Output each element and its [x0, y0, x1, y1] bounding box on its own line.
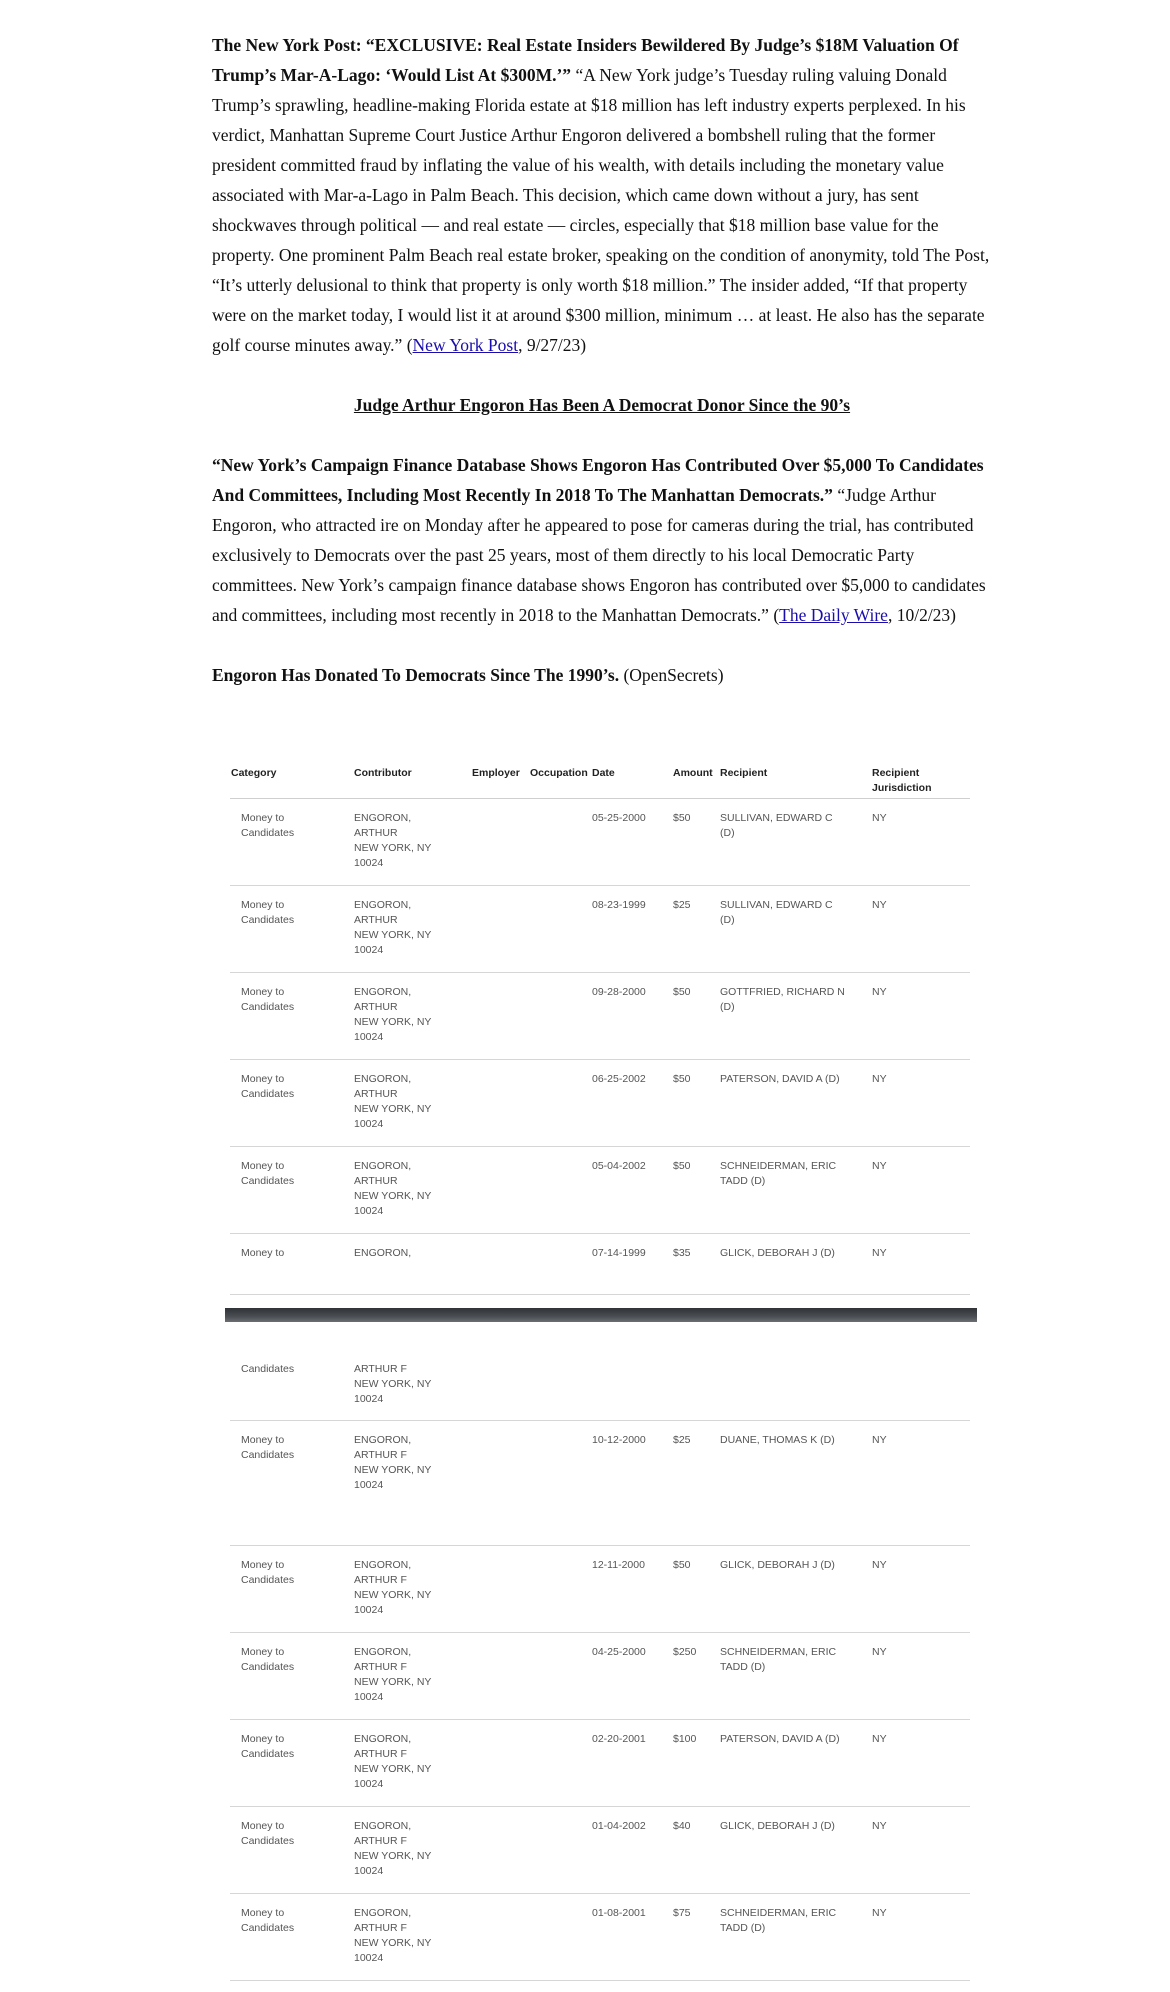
amount-cell: $25 — [673, 899, 691, 911]
contributor-cell — [354, 1362, 464, 1407]
contributor-line: NEW YORK, NY — [354, 1190, 432, 1202]
jurisdiction-cell: NY — [872, 812, 887, 824]
date-cell: 10-12-2000 — [592, 1434, 646, 1446]
contributor-line: NEW YORK, NY — [354, 929, 432, 941]
contributor-line: 10024 — [354, 1118, 384, 1130]
contributor-line: 10024 — [354, 1479, 384, 1491]
contributor-line: NEW YORK, NY — [354, 1464, 432, 1476]
jurisdiction-cell: NY — [872, 1646, 887, 1658]
amount-cell: $25 — [673, 1434, 691, 1446]
section-heading: Judge Arthur Engoron Has Been A Democrat Donor Since the 90’s — [353, 395, 851, 415]
date-cell: 04-25-2000 — [592, 1646, 646, 1658]
contributor-line: NEW YORK, NY — [354, 1103, 432, 1115]
category-cell: Money to Candidates — [241, 1820, 295, 1847]
contributor-cell — [354, 1246, 464, 1261]
recipient-cell: SCHNEIDERMAN, ERIC TADD (D) — [720, 1907, 837, 1934]
date-cell: 12-11-2000 — [592, 1559, 645, 1571]
recipient-cell: GLICK, DEBORAH J (D) — [720, 1559, 835, 1571]
jurisdiction-cell: NY — [872, 1907, 887, 1919]
contributor-cell — [354, 811, 464, 871]
headline-opensecrets: Engoron Has Donated To Democrats Since The 1990’s. — [212, 665, 620, 685]
amount-cell: $40 — [673, 1820, 691, 1832]
contributor-line: 10024 — [354, 1691, 384, 1703]
screenshot-divider — [225, 1308, 977, 1322]
contributions-table-part-2 — [230, 1350, 970, 1981]
contributor-line: NEW YORK, NY — [354, 1589, 432, 1601]
contributor-line: ARTHUR — [354, 1001, 398, 1013]
contributor-line: ENGORON, — [354, 1559, 412, 1571]
jurisdiction-cell: NY — [872, 986, 887, 998]
quote-ny-post: “A New York judge’s Tuesday ruling valuing Donald Trump’s sprawling, headline-making Florida estate at $18 million has left industry experts perplexed. In his verdict, Manhattan Supreme Court Justice Arthur Engoron delivered a bombshell ruling that the former president committed fraud by inflating the value of his wealth, with details including the monetary value associated with Mar-a-Lago in Palm Beach. This decision, which came down without a jury, has sent shockwaves through political — and real estate — circles, especially that $18 million base value for the property. One prominent Palm Beach real estate broker, speaking on the condition of anonymity, told The Post, “It’s utterly delusional to think that property is only worth $18 million.” The insider added, “If that property were on the market today, I would list it at around $300 million, minimum … at least. He also has the separate golf course minutes away.” ( — [212, 65, 990, 355]
amount-cell: $50 — [673, 1160, 691, 1172]
contributor-line: ARTHUR — [354, 827, 398, 839]
citation-daily-wire: , 10/2/23) — [887, 605, 957, 625]
table-row — [230, 1234, 970, 1295]
table-row — [230, 1147, 970, 1234]
contributor-cell — [354, 1558, 464, 1618]
contributor-line: ENGORON, — [354, 899, 412, 911]
contributor-line: ARTHUR F — [354, 1363, 407, 1375]
date-cell: 06-25-2002 — [592, 1073, 646, 1085]
contributor-cell — [354, 1732, 464, 1792]
contributions-table-part-1 — [230, 760, 970, 1295]
source-opensecrets: (OpenSecrets) — [619, 665, 724, 685]
paragraph-opensecrets — [212, 660, 992, 690]
amount-cell: $50 — [673, 1559, 691, 1571]
table-row — [230, 1060, 970, 1147]
amount-cell: $75 — [673, 1907, 691, 1919]
date-cell: 07-14-1999 — [592, 1247, 646, 1259]
contributor-line: 10024 — [354, 1604, 384, 1616]
contributor-line: ARTHUR F — [354, 1835, 407, 1847]
date-cell: 01-08-2001 — [592, 1907, 646, 1919]
contributor-line: ARTHUR — [354, 914, 398, 926]
contributor-line: ARTHUR F — [354, 1574, 407, 1586]
jurisdiction-cell: NY — [872, 1820, 887, 1832]
header-date: Date — [592, 767, 615, 779]
amount-cell: $100 — [673, 1733, 697, 1745]
table-row — [230, 1807, 970, 1894]
contributor-cell — [354, 1819, 464, 1879]
contributor-line: ENGORON, — [354, 1820, 412, 1832]
contributor-cell — [354, 1072, 464, 1132]
contributor-line: ENGORON, — [354, 812, 412, 824]
contributor-line: NEW YORK, NY — [354, 1016, 432, 1028]
header-employer: Employer — [472, 767, 520, 779]
contributor-line: ARTHUR F — [354, 1449, 407, 1461]
contributor-line: NEW YORK, NY — [354, 1937, 432, 1949]
amount-cell: $250 — [673, 1646, 697, 1658]
contributor-line: NEW YORK, NY — [354, 1378, 432, 1390]
contributor-line: NEW YORK, NY — [354, 1850, 432, 1862]
category-cell: Money to Candidates — [241, 1646, 295, 1673]
headline-daily-wire: “New York’s Campaign Finance Database Shows Engoron Has Contributed Over $5,000 To Candidates And Committees, Including Most Recently In 2018 To The Manhattan Democrats.” — [212, 455, 984, 505]
category-cell: Money to Candidates — [241, 1907, 295, 1934]
date-cell: 01-04-2002 — [592, 1820, 646, 1832]
jurisdiction-cell: NY — [872, 1073, 887, 1085]
table-row — [230, 799, 970, 886]
table-row — [230, 886, 970, 973]
recipient-cell: GLICK, DEBORAH J (D) — [720, 1820, 835, 1832]
recipient-cell: DUANE, THOMAS K (D) — [720, 1434, 835, 1446]
contributor-line: 10024 — [354, 1393, 384, 1405]
contributor-line: ENGORON, — [354, 1907, 412, 1919]
contributor-line: ENGORON, — [354, 1646, 412, 1658]
jurisdiction-cell: NY — [872, 1160, 887, 1172]
paragraph-ny-post — [212, 30, 992, 360]
headline-ny-post: The New York Post: “EXCLUSIVE: Real Estate Insiders Bewildered By Judge’s $18M Valuation Of Trump’s Mar-A-Lago: ‘Would List At $300M.’” — [212, 35, 959, 85]
date-cell: 05-04-2002 — [592, 1160, 646, 1172]
table-body-part-2 — [230, 1350, 970, 1981]
amount-cell: $50 — [673, 1073, 691, 1085]
contributor-line: ENGORON, — [354, 1160, 412, 1172]
contributor-line: ENGORON, — [354, 1247, 412, 1259]
recipient-cell: SCHNEIDERMAN, ERIC TADD (D) — [720, 1160, 837, 1187]
amount-cell: $35 — [673, 1247, 691, 1259]
contributor-line: 10024 — [354, 1952, 384, 1964]
contributor-line: 10024 — [354, 857, 384, 869]
table-row — [230, 1720, 970, 1807]
recipient-cell: GLICK, DEBORAH J (D) — [720, 1247, 835, 1259]
contributor-line: ARTHUR F — [354, 1922, 407, 1934]
contributor-line: ARTHUR F — [354, 1748, 407, 1760]
jurisdiction-cell: NY — [872, 1733, 887, 1745]
header-contributor: Contributor — [354, 767, 412, 779]
contributor-line: NEW YORK, NY — [354, 1676, 432, 1688]
category-cell: Money to Candidates — [241, 986, 295, 1013]
table-row — [230, 973, 970, 1060]
table-row — [230, 1546, 970, 1633]
recipient-cell: PATERSON, DAVID A (D) — [720, 1733, 840, 1745]
contributor-line: ENGORON, — [354, 986, 412, 998]
contributor-cell — [354, 898, 464, 958]
header-amount: Amount — [673, 767, 713, 779]
contributor-cell — [354, 1645, 464, 1705]
category-cell: Candidates — [241, 1363, 295, 1375]
category-cell: Money to Candidates — [241, 1073, 295, 1100]
table-header — [230, 760, 970, 799]
contributor-line: ARTHUR F — [354, 1661, 407, 1673]
header-occupation: Occupation — [530, 767, 588, 779]
header-recipient: Recipient — [720, 767, 768, 779]
jurisdiction-cell: NY — [872, 1247, 887, 1259]
contributor-line: ARTHUR — [354, 1175, 398, 1187]
contributor-cell — [354, 985, 464, 1045]
amount-cell: $50 — [673, 812, 691, 824]
header-recipient-jurisdiction: Recipient Jurisdiction — [872, 767, 932, 794]
contributor-line: NEW YORK, NY — [354, 1763, 432, 1775]
table-row — [230, 1633, 970, 1720]
contributor-line: 10024 — [354, 1031, 384, 1043]
recipient-cell: SCHNEIDERMAN, ERIC TADD (D) — [720, 1646, 837, 1673]
recipient-cell: PATERSON, DAVID A (D) — [720, 1073, 840, 1085]
date-cell: 08-23-1999 — [592, 899, 646, 911]
category-cell: Money to Candidates — [241, 1559, 295, 1586]
table-body-part-1 — [230, 799, 970, 1295]
contributor-line: 10024 — [354, 944, 384, 956]
date-cell: 02-20-2001 — [592, 1733, 646, 1745]
category-cell: Money to Candidates — [241, 899, 295, 926]
amount-cell: $50 — [673, 986, 691, 998]
contributor-line: ENGORON, — [354, 1073, 412, 1085]
category-cell: Money to Candidates — [241, 1434, 295, 1461]
recipient-cell: SULLIVAN, EDWARD C (D) — [720, 899, 833, 926]
contributor-line: ENGORON, — [354, 1434, 412, 1446]
contributor-cell — [354, 1433, 464, 1493]
category-cell: Money to Candidates — [241, 812, 295, 839]
citation-ny-post: , 9/27/23) — [518, 335, 587, 355]
paragraph-daily-wire — [212, 450, 992, 630]
jurisdiction-cell: NY — [872, 899, 887, 911]
link-daily-wire[interactable]: The Daily Wire — [779, 605, 888, 625]
recipient-cell: GOTTFRIED, RICHARD N (D) — [720, 986, 845, 1013]
contributor-line: 10024 — [354, 1865, 384, 1877]
contributor-line: ENGORON, — [354, 1733, 412, 1745]
jurisdiction-cell: NY — [872, 1559, 887, 1571]
table-row — [230, 1894, 970, 1981]
contributor-line: ARTHUR — [354, 1088, 398, 1100]
contributor-cell — [354, 1906, 464, 1966]
contributor-cell — [354, 1159, 464, 1219]
table-row — [230, 1350, 970, 1421]
contributor-line: 10024 — [354, 1205, 384, 1217]
date-cell: 09-28-2000 — [592, 986, 646, 998]
contributor-line: 10024 — [354, 1778, 384, 1790]
quote-daily-wire: “Judge Arthur Engoron, who attracted ire on Monday after he appeared to pose for cameras during the trial, has contributed exclusively to Democrats over the past 25 years, most of them directly to his local Democratic Party committees. New York’s campaign finance database shows Engoron has contributed over $5,000 to candidates and committees, including most recently in 2018 to the Manhattan Democrats.” ( — [212, 485, 986, 625]
jurisdiction-cell: NY — [872, 1434, 887, 1446]
category-cell: Money to Candidates — [241, 1160, 295, 1187]
header-category: Category — [231, 767, 277, 779]
recipient-cell: SULLIVAN, EDWARD C (D) — [720, 812, 833, 839]
table-row — [230, 1421, 970, 1546]
article-body — [212, 30, 992, 720]
contributor-line: NEW YORK, NY — [354, 842, 432, 854]
link-new-york-post[interactable]: New York Post — [412, 335, 519, 355]
category-cell: Money to — [241, 1247, 285, 1259]
category-cell: Money to Candidates — [241, 1733, 295, 1760]
date-cell: 05-25-2000 — [592, 812, 646, 824]
